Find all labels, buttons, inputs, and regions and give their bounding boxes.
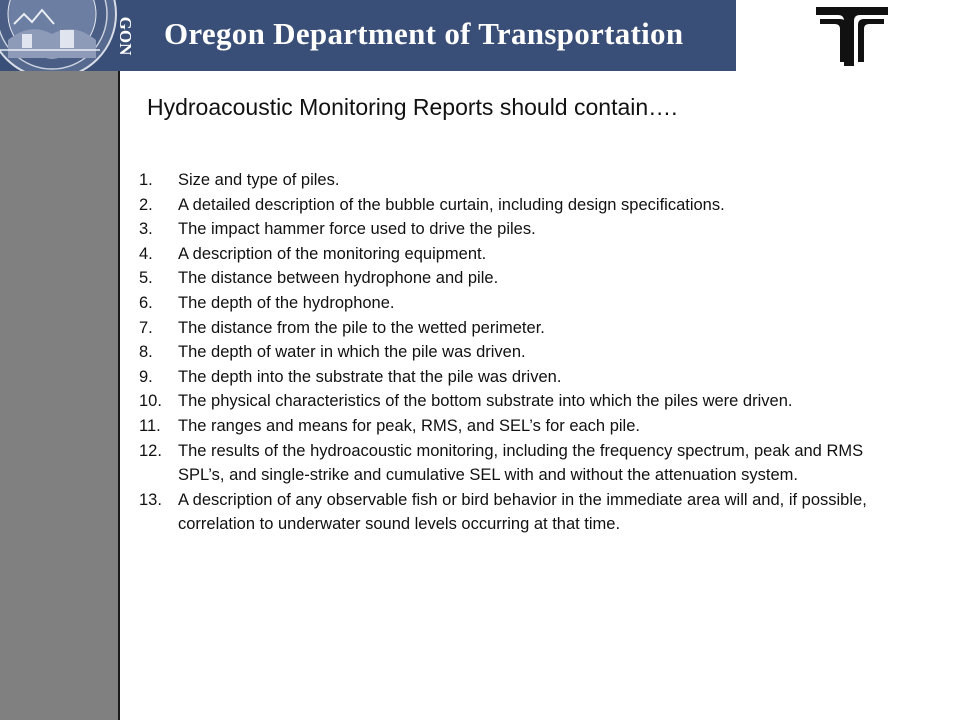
list-item bbox=[139, 439, 909, 488]
list-item bbox=[139, 389, 909, 414]
list-item-number: 4. bbox=[139, 244, 153, 263]
list-item bbox=[139, 414, 909, 439]
list-item bbox=[139, 488, 909, 537]
list-item-text: A description of the monitoring equipment. bbox=[178, 244, 487, 263]
list-item-number: 10. bbox=[139, 392, 162, 411]
header-banner bbox=[0, 0, 736, 71]
list-item-number: 6. bbox=[139, 293, 153, 312]
list-item-text: Size and type of piles. bbox=[178, 171, 340, 189]
list-item-number: 8. bbox=[139, 343, 153, 362]
list-item bbox=[139, 316, 909, 341]
organization-name: Oregon Department of Transportation bbox=[164, 16, 684, 51]
list-item-number: 2. bbox=[139, 195, 153, 214]
list-item-number: 3. bbox=[139, 220, 153, 239]
list-item bbox=[139, 291, 909, 316]
list-item-number: 13. bbox=[139, 490, 162, 509]
oregon-seal-icon bbox=[0, 0, 150, 71]
list-item-text: The distance from the pile to the wetted perimeter. bbox=[178, 318, 545, 337]
list-item-text: A description of any observable fish or bird behavior in the immediate area will and, if possible, correlation to underwater sound levels occurring at that time. bbox=[178, 490, 867, 534]
list-item-number: 1. bbox=[139, 171, 153, 189]
list-item-text: The depth of water in which the pile was driven. bbox=[178, 343, 526, 362]
list-item-number: 12. bbox=[139, 441, 162, 460]
list-item-text: A detailed description of the bubble curtain, including design specifications. bbox=[178, 195, 725, 214]
list-item bbox=[139, 217, 909, 242]
list-item-text: The results of the hydroacoustic monitoring, including the frequency spectrum, peak and RMS SPL’s, and single-strike and cumulative SEL with and without the attenuation system. bbox=[178, 441, 864, 485]
list-item bbox=[139, 168, 909, 193]
list-item bbox=[139, 266, 909, 291]
list-item-number: 11. bbox=[139, 416, 161, 435]
odot-logo-icon bbox=[814, 4, 890, 68]
list-item-number: 9. bbox=[139, 367, 153, 386]
list-item-text: The distance between hydrophone and pile. bbox=[178, 269, 499, 288]
list-item bbox=[139, 340, 909, 365]
report-contents-list bbox=[139, 168, 909, 537]
list-item-text: The depth of the hydrophone. bbox=[178, 293, 395, 312]
list-item bbox=[139, 193, 909, 218]
slide-title: Hydroacoustic Monitoring Reports should contain…. bbox=[147, 94, 678, 120]
list-item bbox=[139, 365, 909, 390]
list-item-number: 7. bbox=[139, 318, 153, 337]
svg-text:GON: GON bbox=[116, 16, 135, 56]
list-item-text: The depth into the substrate that the pile was driven. bbox=[178, 367, 562, 386]
list-item-number: 5. bbox=[139, 269, 153, 288]
list-item bbox=[139, 242, 909, 267]
list-item-text: The ranges and means for peak, RMS, and SEL’s for each pile. bbox=[178, 416, 640, 435]
list-item-text: The physical characteristics of the bottom substrate into which the piles were driven. bbox=[178, 392, 793, 411]
left-sidebar bbox=[0, 71, 120, 720]
list-item-text: The impact hammer force used to drive the piles. bbox=[178, 220, 536, 239]
